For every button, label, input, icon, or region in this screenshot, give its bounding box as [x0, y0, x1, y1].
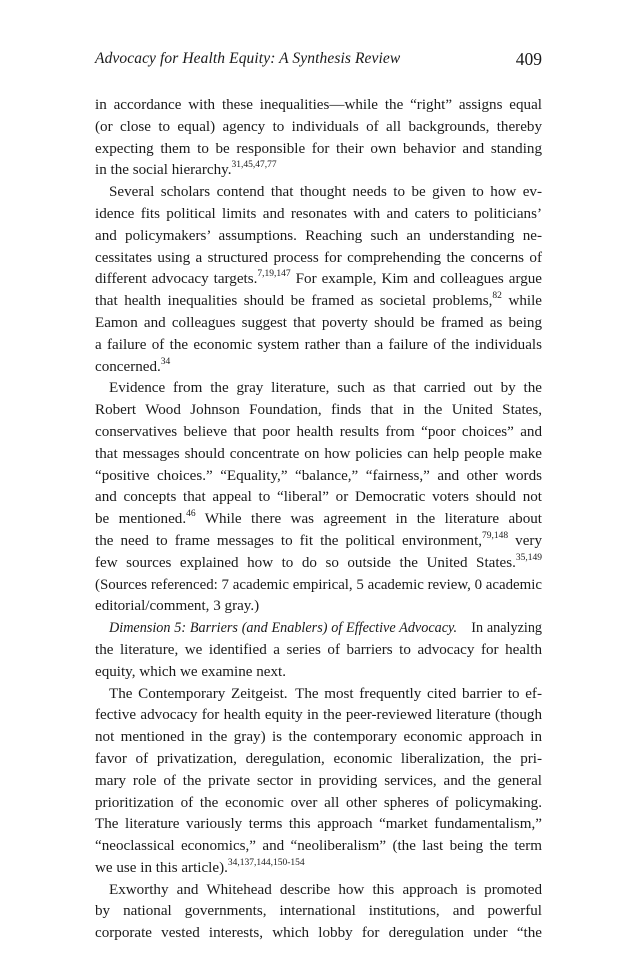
citation-superscript: 34	[160, 356, 171, 367]
text-line	[95, 662, 542, 684]
text-line	[95, 575, 542, 597]
text-line	[95, 858, 542, 880]
line-text: Exworthy and Whitehead describe how this approach is promoted	[109, 881, 542, 898]
line-text: fective advocacy for health equity in the peer-reviewed literature (though	[95, 707, 542, 724]
line-text-continued: very	[508, 532, 542, 549]
text-line	[95, 531, 542, 553]
line-text: we use in this article).	[95, 859, 228, 876]
line-text: The Contemporary Zeitgeist. The most frequently cited barrier to ef-	[109, 685, 542, 702]
line-text: favor of privatization, deregulation, economic liberalization, the pri-	[95, 750, 542, 767]
line-text: equity, which we examine next.	[95, 663, 286, 680]
text-line	[95, 618, 542, 640]
line-text: Several scholars contend that thought needs to be given to how ev-	[109, 184, 542, 201]
line-text: different advocacy targets.	[95, 271, 258, 288]
text-line	[95, 269, 542, 291]
line-text: that messages should concentrate on how policies can help people make	[95, 445, 542, 462]
line-text: conservatives believe that poor health results from “poor choices” and	[95, 423, 542, 440]
text-line	[95, 248, 542, 270]
line-text: idence fits political limits and resonates with and caters to politicians’	[95, 205, 542, 222]
line-text: “positive choices.” “Equality,” “balance,” “fairness,” and other words	[95, 467, 542, 484]
line-text: not mentioned in the gray) is the contemporary economic approach in	[95, 729, 542, 746]
text-line	[95, 727, 542, 749]
text-line	[95, 204, 542, 226]
line-text: (Sources referenced: 7 academic empirical, 5 academic review, 0 academic	[95, 576, 542, 593]
line-text: “neoclassical economics,” and “neoliberalism” (the last being the term	[95, 838, 542, 855]
line-text: by national governments, international institutions, and powerful	[95, 903, 542, 920]
line-text: the literature, we identified a series of barriers to advocacy for health	[95, 641, 542, 658]
line-text: prioritization of the economic over all other spheres of policymaking.	[95, 794, 542, 811]
text-line	[95, 749, 542, 771]
text-line	[95, 553, 542, 575]
text-line	[95, 226, 542, 248]
citation-superscript: 82	[492, 291, 502, 302]
section-heading: Dimension 5: Barriers (and Enablers) of Effective Advocacy.	[109, 620, 458, 637]
text-line	[95, 117, 542, 139]
line-text-continued: While there was agreement in the literature about	[195, 511, 542, 528]
text-line	[95, 357, 542, 379]
line-text-continued: For example, Kim and colleagues argue	[290, 271, 542, 288]
text-line	[95, 313, 542, 335]
text-line	[95, 466, 542, 488]
citation-superscript: 79,148	[482, 530, 509, 541]
line-text: mary role of the private sector in providing services, and the general	[95, 772, 542, 789]
line-text: few sources explained how to do so outside the United States.	[95, 554, 516, 571]
text-line	[95, 923, 542, 945]
line-text: in the social hierarchy.	[95, 162, 232, 179]
line-text: a failure of the economic system rather than a failure of the individuals	[95, 336, 542, 353]
text-line	[95, 400, 542, 422]
text-line	[95, 771, 542, 793]
text-line	[95, 487, 542, 509]
line-text: Evidence from the gray literature, such as that carried out by the	[109, 380, 542, 397]
text-line	[95, 509, 542, 531]
text-line	[95, 422, 542, 444]
line-text: editorial/comment, 3 gray.)	[95, 598, 260, 615]
running-title: Advocacy for Health Equity: A Synthesis Review	[95, 50, 401, 67]
line-text: (or close to equal) agency to individuals of all backgrounds, thereby	[95, 118, 542, 135]
citation-superscript: 34,137,144,150-154	[227, 857, 305, 868]
text-line	[95, 793, 542, 815]
text-line	[95, 901, 542, 923]
line-text-continued: In analyzing	[457, 620, 543, 637]
line-text: that health inequalities should be framed as societal problems,	[95, 293, 493, 310]
page-number: 409	[515, 49, 542, 69]
text-line	[95, 160, 542, 182]
citation-superscript: 35,149	[515, 552, 542, 563]
citation-superscript: 46	[186, 509, 196, 520]
line-text: expecting them to be responsible for their own behavior and standing	[95, 140, 542, 157]
line-text: corporate vested interests, which lobby for deregulation under “the	[95, 925, 542, 942]
text-line	[95, 640, 542, 662]
citation-superscript: 31,45,47,77	[231, 160, 277, 171]
text-line	[95, 684, 542, 706]
body-text	[95, 95, 542, 945]
text-line	[95, 596, 542, 618]
text-line	[95, 139, 542, 161]
text-line	[95, 95, 542, 117]
text-line	[95, 182, 542, 204]
text-line	[95, 335, 542, 357]
running-header	[95, 50, 542, 74]
line-text: cessitates using a structured process for comprehending the concerns of	[95, 249, 542, 266]
text-line	[95, 444, 542, 466]
text-line	[95, 814, 542, 836]
line-text-continued: while	[501, 293, 542, 310]
line-text: in accordance with these inequalities—while the “right” assigns equal	[95, 97, 542, 113]
text-line	[95, 836, 542, 858]
line-text: Eamon and colleagues suggest that poverty should be framed as being	[95, 314, 542, 331]
line-text: Robert Wood Johnson Foundation, finds that in the United States,	[95, 402, 542, 419]
text-line	[95, 378, 542, 400]
line-text: concerned.	[95, 358, 161, 375]
line-text: the need to frame messages to fit the political environment,	[95, 532, 483, 549]
line-text: The literature variously terms this approach “market fundamentalism,”	[95, 816, 542, 833]
citation-superscript: 7,19,147	[257, 269, 291, 280]
text-line	[95, 705, 542, 727]
text-line	[95, 291, 542, 313]
line-text: and policymakers’ assumptions. Reaching such an understanding ne-	[95, 227, 542, 244]
line-text: be mentioned.	[95, 511, 187, 528]
text-line	[95, 880, 542, 902]
line-text: and concepts that appeal to “liberal” or Democratic voters should not	[95, 489, 542, 506]
